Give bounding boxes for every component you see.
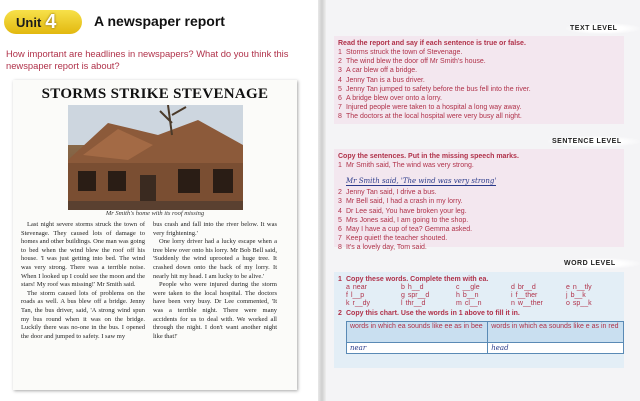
article-column-left xyxy=(21,221,145,341)
word-item: f l__p xyxy=(346,292,365,299)
article-paragraph: People who were injured during the storm were taken to the local hospital. The doctors have been very busy. Dr Lee commented, 'It was a terrible night. There were many accidents for us to deal with. We worked all through the night. I don't want another night like that!' xyxy=(153,281,277,340)
list-item: 1 Storms struck the town of Stevenage. xyxy=(338,49,463,56)
newspaper-clipping xyxy=(13,80,297,390)
word-item: k r__dy xyxy=(346,300,371,307)
list-item: 6 May I have a cup of tea? Gemma asked. xyxy=(338,226,473,234)
photo-caption: Mr Smith's home with its roof missing xyxy=(105,210,205,217)
word-level-label: WORD LEVEL xyxy=(560,258,640,269)
word-item: l thr__d xyxy=(401,300,426,307)
word-level-q1: 1 Copy these words. Complete them with ea. xyxy=(338,276,489,283)
list-item: 4 Jenny Tan is a bus driver. xyxy=(338,76,425,84)
chart-header-e: words in which ea sounds like e as in red xyxy=(488,322,624,343)
word-level-section xyxy=(334,272,624,368)
list-item: 2 Jenny Tan said, I drive a bus. xyxy=(338,189,437,197)
word-item: o sp__k xyxy=(566,300,592,307)
article-paragraph: One lorry driver had a lucky escape when a tree blew over onto his lorry. Mr Bob Bell said, 'Suddenly the wind uprooted a huge tree. It crashed down onto the back of my lorry. It nearly hit my head. I am lucky to be alive.' xyxy=(153,238,277,280)
unit-badge xyxy=(4,10,82,34)
word-item: j b__k xyxy=(566,292,586,299)
chart-cell-ee: near xyxy=(347,343,488,354)
list-item: 5 Mrs Jones said, I am going to the shop. xyxy=(338,216,469,224)
sentence-level-section xyxy=(334,149,624,252)
list-item: 6 A bridge blew over onto a lorry. xyxy=(338,95,442,103)
sentence-level-label: SENTENCE LEVEL xyxy=(548,136,640,147)
text-level-instruction: Read the report and say if each sentence is true or false. xyxy=(338,40,526,47)
word-grid xyxy=(346,284,620,307)
list-item: 7 Injured people were taken to a hospital a long way away. xyxy=(338,104,522,112)
text-level-list xyxy=(338,48,620,122)
list-item: 2 The wind blew the door off Mr Smith's house. xyxy=(338,58,486,66)
list-item: 3 Mr Bell said, I had a crash in my lorry. xyxy=(338,198,463,206)
book-spine xyxy=(318,0,326,401)
text-level-section xyxy=(334,36,624,124)
text-level-label: TEXT LEVEL xyxy=(566,23,640,34)
article-column-right xyxy=(153,221,277,341)
word-item: a near xyxy=(346,284,367,291)
list-item: 4 Dr Lee said, You have broken your leg. xyxy=(338,207,467,215)
word-item: b h__d xyxy=(401,284,424,291)
article-headline: STORMS STRIKE STEVENAGE xyxy=(41,86,269,102)
word-item: i f__ther xyxy=(511,292,538,299)
word-item: d br__d xyxy=(511,284,536,291)
article-paragraph: Last night severe storms struck the town of Stevenage. They caused lots of damage to homes and other buildings. One man was going to bed when the wind blew the roof off his house. 'I was just getting into bed. The wind was very strong. There was a terrible noise. When I looked up I could see the moon and the stars! My roof was missing!' Mr Smith said. xyxy=(21,221,145,289)
article-paragraph: The storm caused lots of problems on the roads as well. A bus blew off a bridge. Jenny Tan, the bus driver, said, 'A strong wind spun my bus round when it was on the bridge. Luckily there was no-one in the bus. I opened the door and jumped to safety. I saw my xyxy=(21,289,145,340)
unit-word: Unit xyxy=(16,14,42,30)
house-illustration xyxy=(68,105,243,210)
unit-number: 4 xyxy=(45,10,57,33)
word-item: g spr__d xyxy=(401,292,430,299)
list-item: 7 Keep quiet! the teacher shouted. xyxy=(338,235,448,243)
word-item: e n__tly xyxy=(566,284,592,291)
unit-title: A newspaper report xyxy=(94,13,225,29)
chart-header-ee: words in which ea sounds like ee as in bee xyxy=(347,322,488,343)
storm-damage-photo xyxy=(68,105,243,210)
word-level-q2: 2 Copy this chart. Use the words in 1 above to fill it in. xyxy=(338,310,520,317)
word-item: m cl__n xyxy=(456,300,482,307)
handwritten-answer: Mr Smith said, 'The wind was very strong' xyxy=(346,177,497,186)
list-item: 1 Mr Smith said, The wind was very strong. xyxy=(338,162,474,169)
article-paragraph: bus crash and fall into the river below. It was very frightening.' xyxy=(153,221,277,237)
word-item: c __gle xyxy=(456,284,480,291)
sentence-level-instruction: Copy the sentences. Put in the missing speech marks. xyxy=(338,153,519,160)
list-item: 8 The doctors at the local hospital were very busy all night. xyxy=(338,113,522,121)
intro-question: How important are headlines in newspapers? What do you think this newspaper report is about? xyxy=(6,48,289,71)
list-item: 3 A car blew off a bridge. xyxy=(338,67,418,75)
ea-sound-chart xyxy=(346,321,624,354)
list-item: 8 It's a lovely day, Tom said. xyxy=(338,244,427,252)
word-item: n w__ther xyxy=(511,300,543,307)
list-item: 5 Jenny Tan jumped to safety before the bus fell into the river. xyxy=(338,85,531,93)
word-item: h b__n xyxy=(456,292,479,299)
chart-cell-e: head xyxy=(488,343,624,354)
